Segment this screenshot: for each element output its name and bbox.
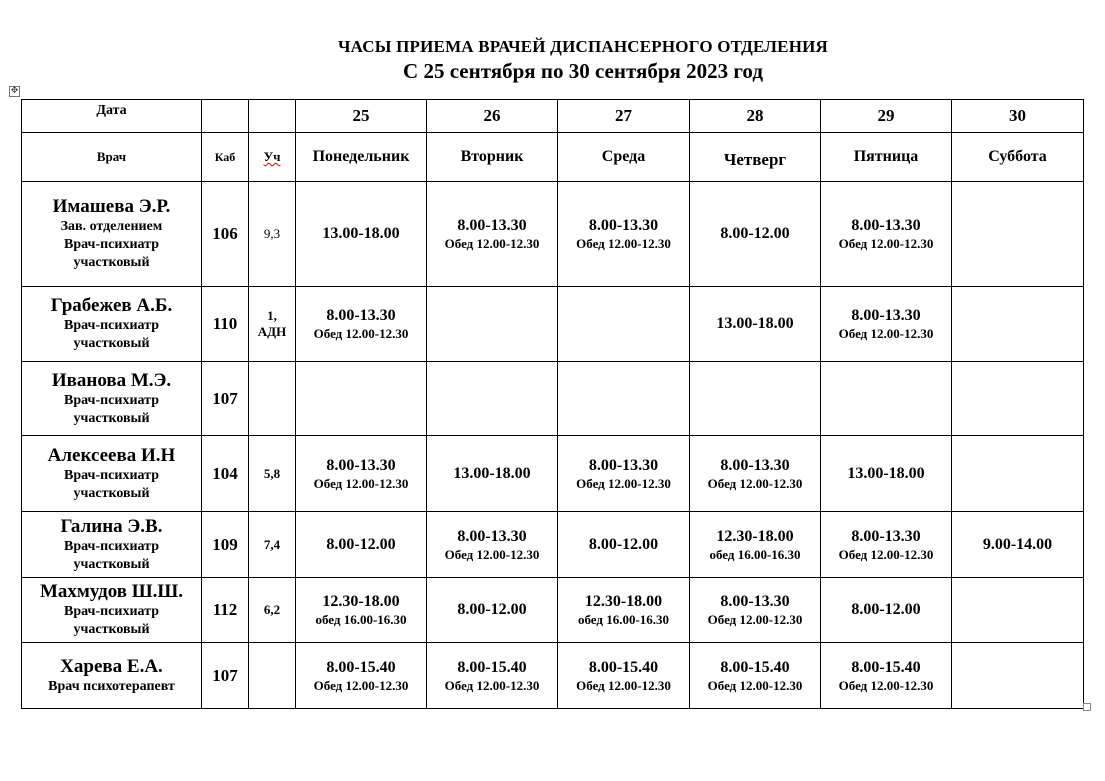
schedule-cell <box>558 362 690 436</box>
work-hours: 13.00-18.00 <box>453 464 531 482</box>
weekday-cell: Пятница <box>821 133 952 182</box>
doctor-name: Иванова М.Э. <box>51 369 172 391</box>
doctor-position: Врач психотерапевт <box>48 678 175 694</box>
work-hours: 8.00-13.30 <box>851 307 921 324</box>
lunch-break: Обед 12.00-12.30 <box>444 236 540 251</box>
date-cell: 30 <box>952 100 1084 133</box>
cabinet-cell: 110 <box>202 287 249 362</box>
schedule-cell <box>558 578 690 643</box>
doctor-position: Врач-психиатр <box>63 604 159 619</box>
doctor-position: Врач-психиатр <box>63 467 159 483</box>
work-hours: 8.00-15.40 <box>326 658 396 676</box>
work-hours: 8.00-13.30 <box>326 307 396 324</box>
doctor-column-header: Врач <box>22 133 202 182</box>
doctor-position: Врач-психиатр <box>63 538 159 554</box>
work-hours: 8.00-12.00 <box>851 601 921 618</box>
lunch-break: Обед 12.00-12.30 <box>707 475 803 491</box>
doctor-cell <box>22 436 202 512</box>
schedule-cell <box>296 578 427 643</box>
doctor-position: Зав. отделением <box>60 219 163 234</box>
doctor-position: Врач-психиатр <box>63 392 159 408</box>
lunch-break: Обед 12.00-12.30 <box>313 475 409 491</box>
work-hours: 12.30-18.00 <box>584 593 663 610</box>
weekday-cell: Среда <box>558 133 690 182</box>
schedule-cell <box>427 643 558 709</box>
lunch-break: Обед 12.00-12.30 <box>838 677 934 693</box>
cabinet-cell: 109 <box>202 512 249 578</box>
date-cell: 29 <box>821 100 952 133</box>
lunch-break: обед 16.00-16.30 <box>577 612 670 627</box>
lunch-break: Обед 12.00-12.30 <box>707 612 803 627</box>
date-cell: 28 <box>690 100 821 133</box>
doctor-cell <box>22 182 202 287</box>
schedule-cell <box>690 287 821 362</box>
work-hours: 8.00-13.30 <box>720 593 790 610</box>
lunch-break: Обед 12.00-12.30 <box>838 326 934 341</box>
doctor-row <box>22 182 1084 287</box>
work-hours: 13.00-18.00 <box>716 315 794 332</box>
schedule-cell <box>690 436 821 512</box>
date-label: Дата <box>22 100 202 133</box>
section-cell: 5,8 <box>249 436 296 512</box>
cabinet-cell: 107 <box>202 362 249 436</box>
doctor-row <box>22 643 1084 709</box>
work-hours: 8.00-12.00 <box>457 601 527 618</box>
table-resize-handle[interactable] <box>1083 703 1091 711</box>
schedule-cell <box>690 182 821 287</box>
doctor-position: участковый <box>73 485 150 501</box>
schedule-cell <box>821 182 952 287</box>
date-cell: 26 <box>427 100 558 133</box>
cabinet-cell: 112 <box>202 578 249 643</box>
work-hours: 8.00-15.40 <box>457 658 527 676</box>
section-cell: 9,3 <box>249 182 296 287</box>
date-cell: 25 <box>296 100 427 133</box>
schedule-cell <box>296 182 427 287</box>
schedule-cell <box>952 436 1084 512</box>
work-hours: 13.00-18.00 <box>322 225 400 242</box>
lunch-break: Обед 12.00-12.30 <box>576 236 671 251</box>
doctor-name: Имашева Э.Р. <box>52 196 171 217</box>
schedule-cell <box>821 578 952 643</box>
doctor-cell <box>22 362 202 436</box>
section-column-header <box>249 133 296 182</box>
schedule-cell <box>952 182 1084 287</box>
schedule-cell <box>427 436 558 512</box>
doctor-row <box>22 287 1084 362</box>
schedule-cell <box>821 643 952 709</box>
doctor-row <box>22 512 1084 578</box>
lunch-break: обед 16.00-16.30 <box>315 612 407 627</box>
work-hours: 9.00-14.00 <box>982 535 1053 553</box>
doctor-position: Врач-психиатр <box>63 318 159 333</box>
weekday-cell: Вторник <box>427 133 558 182</box>
schedule-cell <box>296 512 427 578</box>
lunch-break: Обед 12.00-12.30 <box>576 677 671 693</box>
schedule-cell <box>952 512 1084 578</box>
work-hours: 12.30-18.00 <box>322 593 400 610</box>
lunch-break: Обед 12.00-12.30 <box>313 677 409 693</box>
schedule-cell <box>296 287 427 362</box>
doctor-cell <box>22 643 202 709</box>
schedule-cell <box>821 436 952 512</box>
schedule-cell <box>690 362 821 436</box>
schedule-cell <box>952 643 1084 709</box>
schedule-cell <box>427 362 558 436</box>
schedule-cell <box>427 512 558 578</box>
doctor-cell <box>22 512 202 578</box>
schedule-cell <box>296 362 427 436</box>
schedule-cell <box>558 512 690 578</box>
work-hours: 13.00-18.00 <box>847 464 925 482</box>
lunch-break: Обед 12.00-12.30 <box>838 546 934 562</box>
doctor-name: Харева Е.А. <box>60 655 163 677</box>
date-cell: 27 <box>558 100 690 133</box>
schedule-table <box>21 99 1084 709</box>
text-cursor <box>1083 283 1084 305</box>
doctor-position: Врач-психиатр <box>63 237 159 252</box>
weekday-cell: Понедельник <box>296 133 427 182</box>
doctor-name: Алексеева И.Н <box>47 444 176 466</box>
lunch-break: Обед 12.00-12.30 <box>838 236 934 251</box>
schedule-cell <box>690 512 821 578</box>
schedule-cell <box>427 182 558 287</box>
work-hours: 8.00-15.40 <box>588 658 659 676</box>
work-hours: 8.00-15.40 <box>851 658 921 676</box>
lunch-break: Обед 12.00-12.30 <box>444 677 540 693</box>
doctor-name: Галина Э.В. <box>60 515 163 537</box>
lunch-break: Обед 12.00-12.30 <box>576 475 671 491</box>
work-hours: 8.00-12.00 <box>720 225 790 242</box>
weekday-header-row <box>22 133 1084 182</box>
doctor-row <box>22 362 1084 436</box>
cabinet-cell: 104 <box>202 436 249 512</box>
schedule-cell <box>952 578 1084 643</box>
work-hours: 8.00-13.30 <box>326 456 396 474</box>
doctor-row <box>22 436 1084 512</box>
lunch-break: Обед 12.00-12.30 <box>313 326 409 341</box>
work-hours: 8.00-13.30 <box>720 456 790 474</box>
doctor-cell <box>22 287 202 362</box>
schedule-cell <box>558 182 690 287</box>
cabinet-cell: 106 <box>202 182 249 287</box>
schedule-cell <box>821 512 952 578</box>
section-cell: 6,2 <box>249 578 296 643</box>
schedule-cell <box>296 436 427 512</box>
cabinet-cell: 107 <box>202 643 249 709</box>
empty-header-cell <box>202 100 249 133</box>
date-header-row <box>22 100 1084 133</box>
schedule-cell <box>690 578 821 643</box>
schedule-cell <box>821 287 952 362</box>
document-subtitle: С 25 сентября по 30 сентября 2023 год <box>403 59 763 83</box>
work-hours: 8.00-13.30 <box>588 217 659 234</box>
section-cell: 7,4 <box>249 512 296 578</box>
work-hours: 8.00-15.40 <box>720 658 790 676</box>
schedule-cell <box>952 287 1084 362</box>
schedule-cell <box>558 436 690 512</box>
doctor-position: участковый <box>73 556 150 572</box>
doctor-name: Махмудов Ш.Ш. <box>39 581 184 602</box>
work-hours: 8.00-12.00 <box>588 535 659 553</box>
doctor-name: Грабежев А.Б. <box>50 295 173 316</box>
work-hours: 8.00-13.30 <box>457 527 527 545</box>
table-move-handle-icon[interactable]: ✥ <box>10 86 19 96</box>
schedule-cell <box>427 287 558 362</box>
section-cell <box>249 643 296 709</box>
schedule-cell <box>427 578 558 643</box>
work-hours: 12.30-18.00 <box>716 527 794 545</box>
work-hours: 8.00-13.30 <box>457 217 527 234</box>
lunch-break: Обед 12.00-12.30 <box>707 677 803 693</box>
schedule-cell <box>558 643 690 709</box>
doctor-row <box>22 578 1084 643</box>
section-label: Уч <box>263 149 281 164</box>
section-cell <box>249 362 296 436</box>
document-title: ЧАСЫ ПРИЕМА ВРАЧЕЙ ДИСПАНСЕРНОГО ОТДЕЛЕНИЯ <box>337 37 829 56</box>
lunch-break: Обед 12.00-12.30 <box>444 546 540 562</box>
work-hours: 8.00-13.30 <box>851 217 921 234</box>
doctor-position: участковый <box>73 255 150 270</box>
schedule-cell <box>952 362 1084 436</box>
doctor-position: участковый <box>73 336 150 351</box>
doctor-position: участковый <box>73 622 150 637</box>
work-hours: 8.00-13.30 <box>851 527 921 545</box>
schedule-cell <box>821 362 952 436</box>
schedule-cell <box>296 643 427 709</box>
schedule-cell <box>558 287 690 362</box>
doctor-position: участковый <box>73 410 150 426</box>
weekday-cell: Четверг <box>690 133 821 182</box>
lunch-break: обед 16.00-16.30 <box>709 546 801 562</box>
work-hours: 8.00-12.00 <box>326 535 396 553</box>
schedule-cell <box>690 643 821 709</box>
section-cell: 1, АДН <box>249 287 296 362</box>
empty-header-cell <box>249 100 296 133</box>
doctor-cell <box>22 578 202 643</box>
cabinet-column-header: Каб <box>202 133 249 182</box>
weekday-cell: Суббота <box>952 133 1084 182</box>
work-hours: 8.00-13.30 <box>588 456 659 474</box>
